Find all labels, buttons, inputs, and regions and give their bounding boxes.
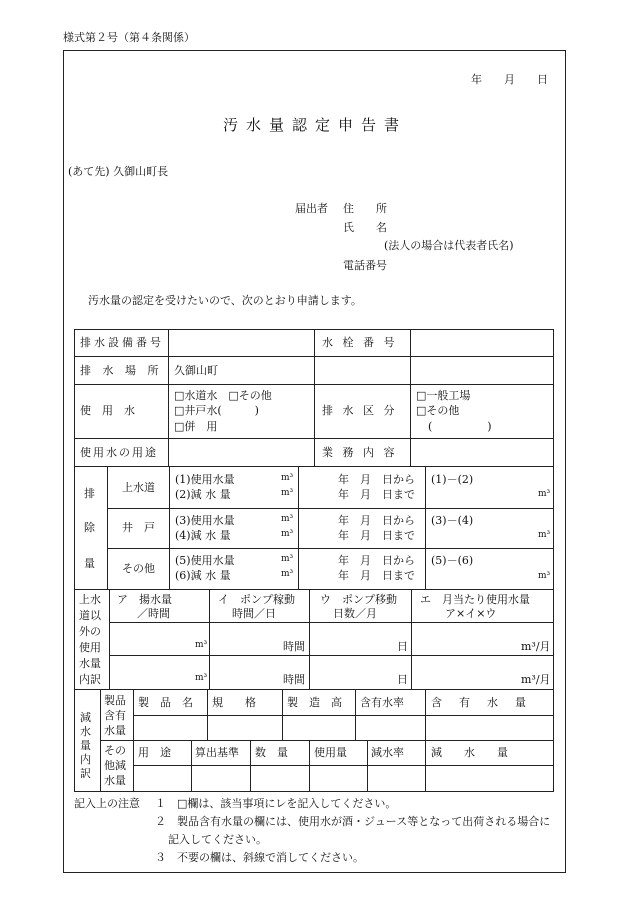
note-1: １ □欄は、該当事項にレを記入してください。 bbox=[155, 797, 397, 810]
reduce-label-4: 内 bbox=[80, 753, 91, 766]
unit-hours: 時間 bbox=[283, 640, 305, 653]
moisture-rate-head: 含有水率 bbox=[360, 696, 404, 709]
notes-label: 記入上の注意 bbox=[74, 797, 140, 810]
calc-label: (5)－(6) bbox=[431, 554, 474, 567]
reduce-amount-4[interactable]: (4)減 水 量 bbox=[175, 529, 231, 542]
drain-class-option-1[interactable]: □一般工場 bbox=[416, 389, 471, 402]
address-field[interactable]: 住 所 bbox=[343, 202, 387, 215]
pump-head-a1: ア 揚水量 bbox=[117, 593, 172, 606]
source-tap-water: 上水道 bbox=[122, 481, 155, 494]
business-label: 業 務 内 容 bbox=[322, 446, 398, 459]
use-water-option-3[interactable]: □併 用 bbox=[174, 420, 218, 433]
unit-m3: m³ bbox=[538, 571, 551, 581]
unit-m3: m³ bbox=[281, 514, 294, 524]
product-label-1: 製品 bbox=[104, 694, 126, 707]
unit-m3: m³ bbox=[281, 473, 294, 483]
discharge-label-2: 除 bbox=[84, 521, 95, 534]
discharge-label-3: 量 bbox=[84, 557, 95, 570]
pump-head-b1: イ ポンプ稼動 bbox=[218, 593, 295, 606]
period-to[interactable]: 年 月 日まで bbox=[338, 529, 415, 542]
pump-head-a2: ／時間 bbox=[137, 607, 170, 620]
non-water-label-5: 水量 bbox=[79, 657, 101, 670]
facility-number-field[interactable] bbox=[170, 331, 313, 355]
period-from[interactable]: 年 月 日から bbox=[338, 554, 415, 567]
use-water-option-1[interactable]: □水道水 □その他 bbox=[174, 389, 272, 402]
pump-head-d2: ア×イ×ウ bbox=[445, 607, 497, 620]
reduce-label-2: 水 bbox=[80, 725, 91, 738]
drain-class-option-3[interactable]: ( ) bbox=[428, 420, 492, 433]
use-purpose-label: 使用水の用途 bbox=[80, 446, 158, 459]
source-well: 井 戸 bbox=[122, 521, 155, 534]
intro-text: 汚水量の認定を受けたいので、次のとおり申請します。 bbox=[88, 294, 362, 307]
unit-m3: m³ bbox=[281, 488, 294, 498]
unit-days: 日 bbox=[397, 673, 408, 686]
moisture-amount-head: 含 有 水 量 bbox=[431, 696, 529, 709]
calc-label: (3)－(4) bbox=[431, 514, 474, 527]
unit-m3: m³ bbox=[281, 554, 294, 564]
pump-head-c1: ウ ポンプ移動 bbox=[320, 593, 397, 606]
use-purpose-field[interactable] bbox=[170, 440, 313, 464]
non-water-label-2: 道以 bbox=[79, 609, 101, 622]
drain-place-value[interactable]: 久御山町 bbox=[174, 364, 218, 377]
note-2-cont: 記入してください。 bbox=[168, 833, 267, 846]
non-water-label-4: 使用 bbox=[79, 641, 101, 654]
product-name-head: 製 品 名 bbox=[138, 696, 193, 709]
reduce-amount-6[interactable]: (6)減 水 量 bbox=[175, 569, 231, 582]
date-field[interactable]: 年 月 日 bbox=[471, 73, 548, 86]
quantity-head: 数 量 bbox=[255, 746, 288, 759]
facility-number-label: 排水設備番号 bbox=[80, 336, 164, 349]
reduce-label-5: 訳 bbox=[80, 767, 91, 780]
other-label-2: 他減 bbox=[104, 759, 126, 772]
non-water-label-3: 外の bbox=[79, 625, 101, 638]
reduce-amount-head: 減 水 量 bbox=[431, 746, 508, 759]
drain-place-label: 排 水 場 所 bbox=[80, 364, 163, 377]
product-label-3: 水量 bbox=[104, 724, 126, 737]
other-label-1: その bbox=[104, 744, 126, 757]
note-3: ３ 不要の欄は、斜線で消してください。 bbox=[155, 851, 364, 864]
use-amount-5[interactable]: (5)使用水量 bbox=[175, 554, 235, 567]
hydrant-number-field[interactable] bbox=[412, 331, 552, 355]
production-head: 製 造 高 bbox=[287, 696, 342, 709]
unit-m3: m³ bbox=[195, 673, 208, 683]
unit-hours: 時間 bbox=[283, 673, 305, 686]
other-label-3: 水量 bbox=[104, 774, 126, 787]
reduce-amount-2[interactable]: (2)減 水 量 bbox=[175, 488, 231, 501]
usage-head: 用 途 bbox=[138, 746, 171, 759]
source-other: その他 bbox=[122, 562, 155, 575]
calc-label: (1)－(2) bbox=[431, 473, 474, 486]
pump-head-b2: 時間／日 bbox=[232, 607, 276, 620]
corporate-note: (法人の場合は代表者氏名) bbox=[384, 239, 514, 252]
reduce-label-3: 量 bbox=[80, 739, 91, 752]
unit-m3-month: m³/月 bbox=[521, 640, 551, 653]
unit-m3-month: m³/月 bbox=[521, 673, 551, 686]
form-number: 様式第２号（第４条関係） bbox=[63, 31, 195, 44]
period-from[interactable]: 年 月 日から bbox=[338, 473, 415, 486]
reduce-rate-head: 減水率 bbox=[371, 746, 404, 759]
use-amount-1[interactable]: (1)使用水量 bbox=[175, 473, 235, 486]
use-amount-3[interactable]: (3)使用水量 bbox=[175, 514, 235, 527]
hydrant-number-label: 水 栓 番 号 bbox=[322, 336, 398, 349]
note-2: ２ 製品含有水量の欄には、使用水が酒・ジュース等となって出荷される場合に bbox=[155, 815, 551, 828]
business-field[interactable] bbox=[412, 440, 552, 464]
unit-days: 日 bbox=[397, 640, 408, 653]
unit-m3: m³ bbox=[538, 489, 551, 499]
name-field[interactable]: 氏 名 bbox=[343, 221, 387, 234]
period-to[interactable]: 年 月 日まで bbox=[338, 569, 415, 582]
unit-m3: m³ bbox=[281, 569, 294, 579]
form-title: 汚水量認定申告書 bbox=[222, 116, 407, 134]
non-water-label-1: 上水 bbox=[79, 593, 101, 606]
phone-field[interactable]: 電話番号 bbox=[343, 259, 387, 272]
pump-head-d1: エ 月当たり使用水量 bbox=[420, 593, 530, 606]
applicant-label: 届出者 bbox=[295, 202, 328, 215]
use-water-option-2[interactable]: □井戸水( ) bbox=[174, 404, 259, 417]
drain-class-label: 排 水 区 分 bbox=[322, 404, 398, 417]
period-to[interactable]: 年 月 日まで bbox=[338, 488, 415, 501]
unit-m3: m³ bbox=[538, 530, 551, 540]
usage-amount-head: 使用量 bbox=[314, 746, 347, 759]
drain-class-option-2[interactable]: □その他 bbox=[416, 404, 460, 417]
unit-m3: m³ bbox=[281, 529, 294, 539]
period-from[interactable]: 年 月 日から bbox=[338, 514, 415, 527]
unit-m3: m³ bbox=[195, 640, 208, 650]
pump-head-c2: 日数／月 bbox=[333, 607, 377, 620]
discharge-label-1: 排 bbox=[84, 487, 95, 500]
use-water-label: 使 用 水 bbox=[80, 404, 135, 417]
product-label-2: 含有 bbox=[104, 709, 126, 722]
reduce-label-1: 減 bbox=[80, 711, 91, 724]
basis-head: 算出基準 bbox=[195, 746, 239, 759]
non-water-label-6: 内訳 bbox=[79, 673, 101, 686]
spec-head: 規 格 bbox=[212, 696, 256, 709]
addressee: (あて先) 久御山町長 bbox=[68, 165, 169, 178]
